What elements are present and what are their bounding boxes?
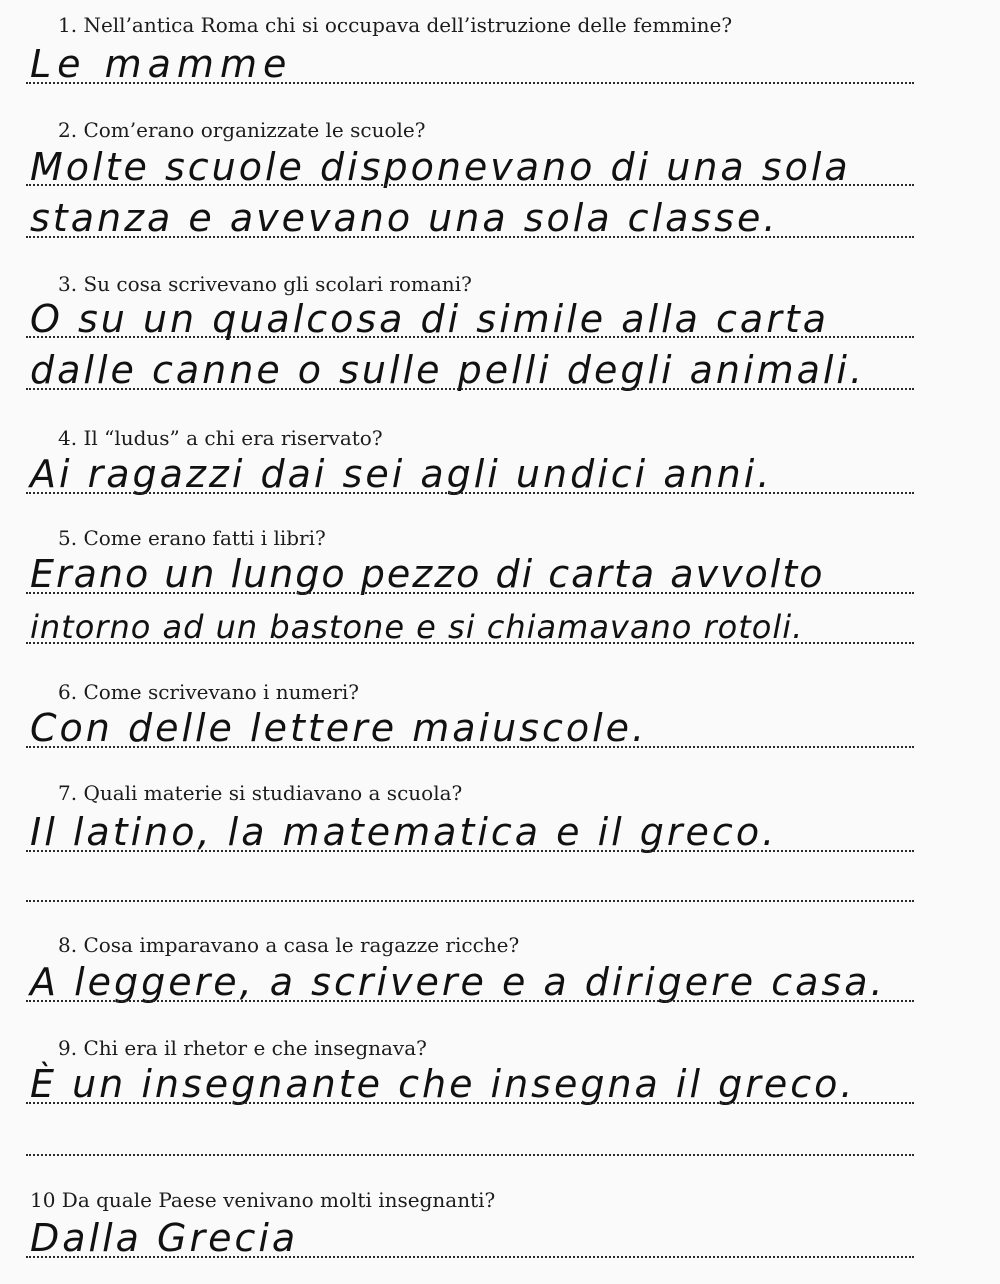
question-1: 1. Nell’antica Roma chi si occupava dell’istruzione delle femmine? (58, 13, 733, 37)
answer-line (26, 1256, 914, 1258)
answer-line (26, 850, 914, 852)
answer-3-line-1: O su un qualcosa di simile alla carta (30, 297, 830, 341)
answer-4-line-1: Ai ragazzi dai sei agli undici anni. (30, 452, 773, 496)
answer-9-line-1: È un insegnante che insegna il greco. (30, 1062, 856, 1106)
answer-line (26, 592, 914, 594)
answer-line (26, 82, 914, 84)
question-4: 4. Il “ludus” a chi era riservato? (58, 426, 383, 450)
question-9: 9. Chi era il rhetor e che insegnava? (58, 1036, 427, 1060)
question-2: 2. Com’erano organizzate le scuole? (58, 118, 426, 142)
answer-line (26, 236, 914, 238)
answer-5-line-2: intorno ad un bastone e si chiamavano rotoli. (30, 608, 804, 646)
answer-line (26, 642, 914, 644)
answer-line (26, 184, 914, 186)
answer-line (26, 492, 914, 494)
answer-3-line-2: dalle canne o sulle pelli degli animali. (30, 348, 866, 392)
answer-line (26, 336, 914, 338)
question-10: 10 Da quale Paese venivano molti insegnanti? (30, 1188, 496, 1212)
answer-2-line-1: Molte scuole disponevano di una sola (30, 145, 851, 189)
answer-line (26, 1154, 914, 1156)
answer-line (26, 388, 914, 390)
answer-1-line-1: Le mamme (30, 42, 293, 86)
question-7: 7. Quali materie si studiavano a scuola? (58, 781, 463, 805)
answer-7-line-1: Il latino, la matematica e il greco. (30, 810, 778, 854)
question-3: 3. Su cosa scrivevano gli scolari romani? (58, 272, 472, 296)
answer-8-line-1: A leggere, a scrivere e a dirigere casa. (30, 960, 886, 1004)
answer-10-line-1: Dalla Grecia (30, 1216, 299, 1260)
answer-6-line-1: Con delle lettere maiuscole. (30, 706, 648, 750)
answer-5-line-1: Erano un lungo pezzo di carta avvolto (30, 552, 825, 596)
answer-line (26, 1102, 914, 1104)
question-5: 5. Come erano fatti i libri? (58, 526, 326, 550)
answer-line (26, 1000, 914, 1002)
answer-line (26, 746, 914, 748)
question-8: 8. Cosa imparavano a casa le ragazze ricche? (58, 933, 520, 957)
answer-2-line-2: stanza e avevano una sola classe. (30, 196, 779, 240)
question-6: 6. Come scrivevano i numeri? (58, 680, 359, 704)
answer-line (26, 900, 914, 902)
